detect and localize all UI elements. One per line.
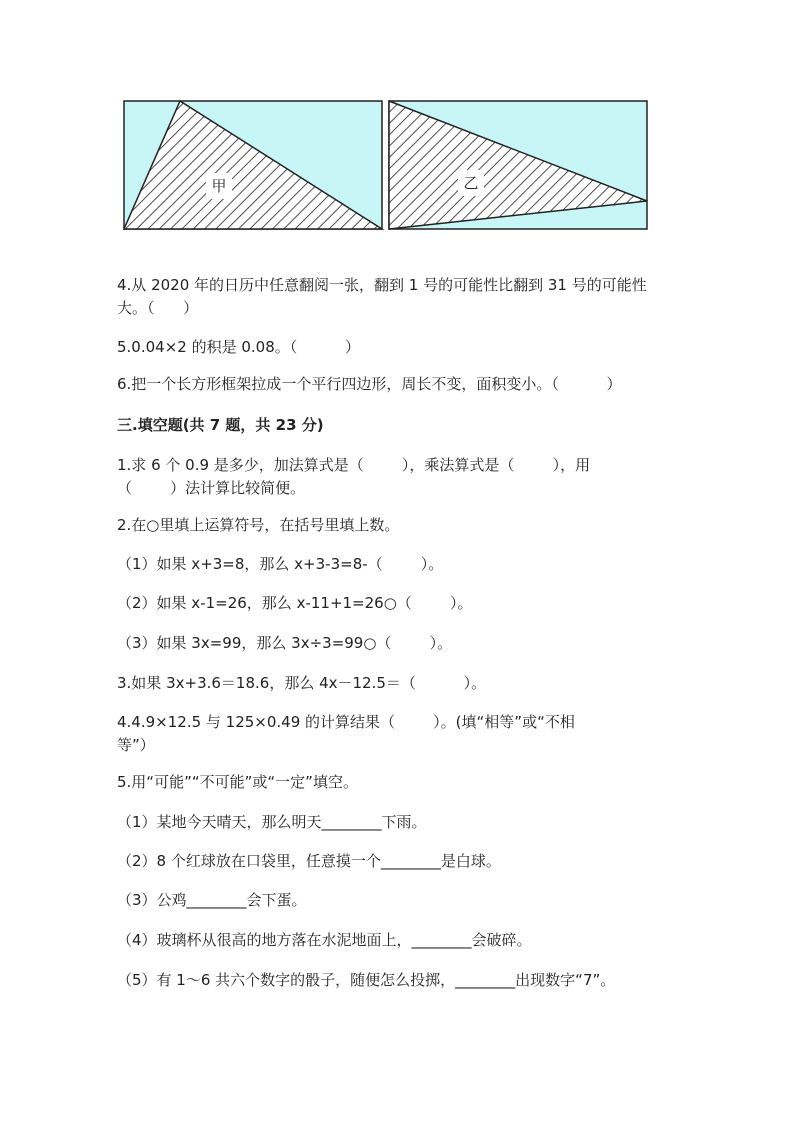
fill-question-4-line2: 等”） bbox=[117, 736, 155, 754]
fill-question-4-line1: 4.4.9×12.5 与 125×0.49 的计算结果（ ）。(填“相等”或“不相 bbox=[117, 713, 575, 731]
label-jia: 甲 bbox=[211, 177, 227, 195]
fill-question-5-part4: （4）玻璃杯从很高的地方落在水泥地面上，________会破碎。 bbox=[117, 931, 532, 949]
fill-question-2: 2.在○里填上运算符号，在括号里填上数。 bbox=[117, 516, 400, 534]
fill-question-5-part2: （2）8 个红球放在口袋里，任意摸一个________是白球。 bbox=[117, 852, 501, 870]
fill-question-1-line1: 1.求 6 个 0.9 是多少，加法算式是（ ），乘法算式是（ ），用 bbox=[117, 456, 591, 474]
fill-question-2-part1: （1）如果 x+3=8，那么 x+3-3=8-（ ）。 bbox=[117, 555, 444, 573]
fill-question-5-part1: （1）某地今天晴天，那么明天________下雨。 bbox=[117, 813, 427, 831]
fill-question-3: 3.如果 3x+3.6＝18.6，那么 4x－12.5＝（ ）。 bbox=[117, 674, 487, 692]
fill-question-5-part3: （3）公鸡________会下蛋。 bbox=[117, 891, 307, 909]
label-yi: 乙 bbox=[463, 174, 479, 192]
fill-question-2-part3: （3）如果 3x=99，那么 3x÷3=99○（ ）。 bbox=[117, 634, 453, 652]
judge-question-4-line2: 大。（ ） bbox=[117, 299, 199, 317]
judge-question-6: 6.把一个长方形框架拉成一个平行四边形，周长不变，面积变小。（ ） bbox=[117, 375, 622, 393]
fill-question-5: 5.用“可能”“不可能”或“一定”填空。 bbox=[117, 773, 358, 791]
fill-question-5-part5: （5）有 1～6 共六个数字的骰子，随便怎么投掷，________出现数字“7”。 bbox=[117, 971, 616, 989]
judge-question-5: 5.0.04×2 的积是 0.08。（ ） bbox=[117, 338, 360, 356]
judge-question-4-line1: 4.从 2020 年的日历中任意翻阅一张，翻到 1 号的可能性比翻到 31 号的可能性 bbox=[117, 276, 647, 294]
section-title: 三.填空题(共 7 题，共 23 分) bbox=[117, 416, 324, 434]
triangle-diagram bbox=[120, 98, 650, 234]
fill-question-2-part2: （2）如果 x-1=26，那么 x-11+1=26○（ ）。 bbox=[117, 594, 473, 612]
triangle-figure bbox=[120, 98, 650, 234]
fill-question-1-line2: （ ）法计算比较简便。 bbox=[117, 479, 306, 497]
